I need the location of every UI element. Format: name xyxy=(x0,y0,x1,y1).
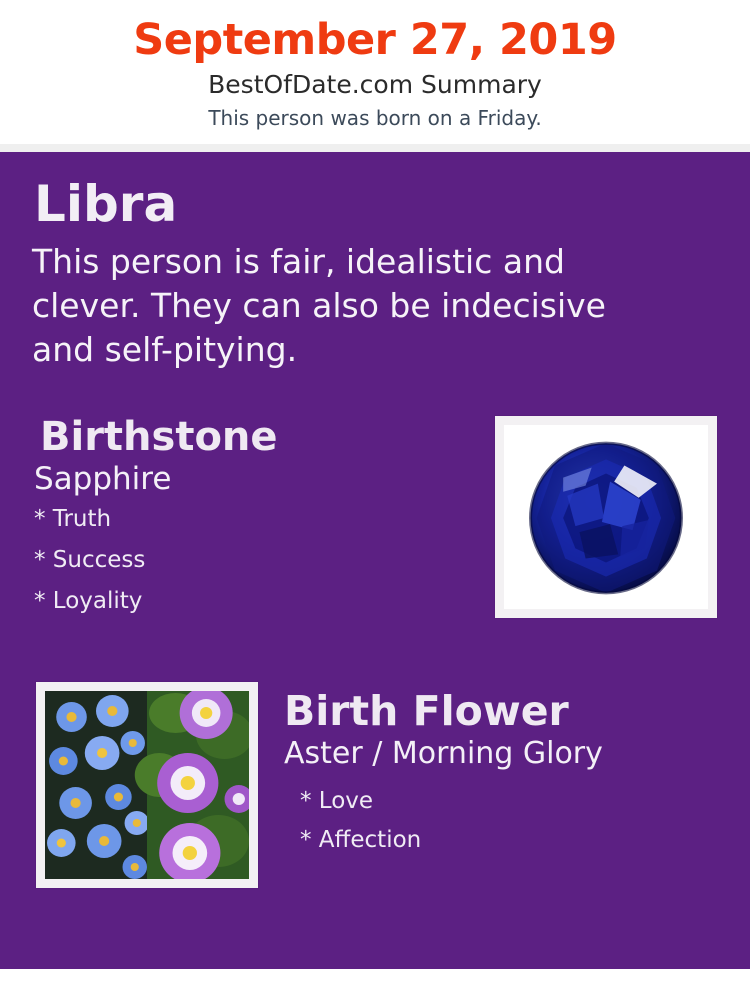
birthstone-name: Sapphire xyxy=(34,461,172,498)
birthflower-name: Aster / Morning Glory xyxy=(284,736,603,772)
birthstone-title: Birthstone xyxy=(40,414,278,461)
born-day-note: This person was born on a Friday. xyxy=(208,105,542,130)
birthstone-section xyxy=(32,416,718,646)
birthstone-image-frame xyxy=(495,416,717,618)
birthflower-trait: * Love xyxy=(300,787,374,814)
site-summary-label: BestOfDate.com Summary xyxy=(208,70,542,100)
aster-morning-glory-icon xyxy=(45,691,249,879)
birthstone-trait: * Loyality xyxy=(34,587,143,614)
birthflower-text xyxy=(282,682,718,852)
birthstone-text xyxy=(32,416,462,613)
page-header xyxy=(0,0,750,144)
header-divider xyxy=(0,144,750,152)
birthflower-title: Birth Flower xyxy=(284,687,569,736)
zodiac-panel xyxy=(0,152,750,969)
birthflower-image-frame xyxy=(36,682,258,888)
birthstone-trait: * Truth xyxy=(34,505,112,532)
birthstone-trait: * Success xyxy=(34,546,146,573)
zodiac-description: This person is fair, idealistic and clever. They can also be indecisive and self-pitying. xyxy=(32,242,606,370)
birthflower-section xyxy=(32,682,718,898)
sapphire-gemstone-icon xyxy=(504,425,708,609)
birthflower-trait: * Affection xyxy=(300,826,422,853)
zodiac-sign-name: Libra xyxy=(34,174,178,233)
page-title: September 27, 2019 xyxy=(133,15,617,65)
